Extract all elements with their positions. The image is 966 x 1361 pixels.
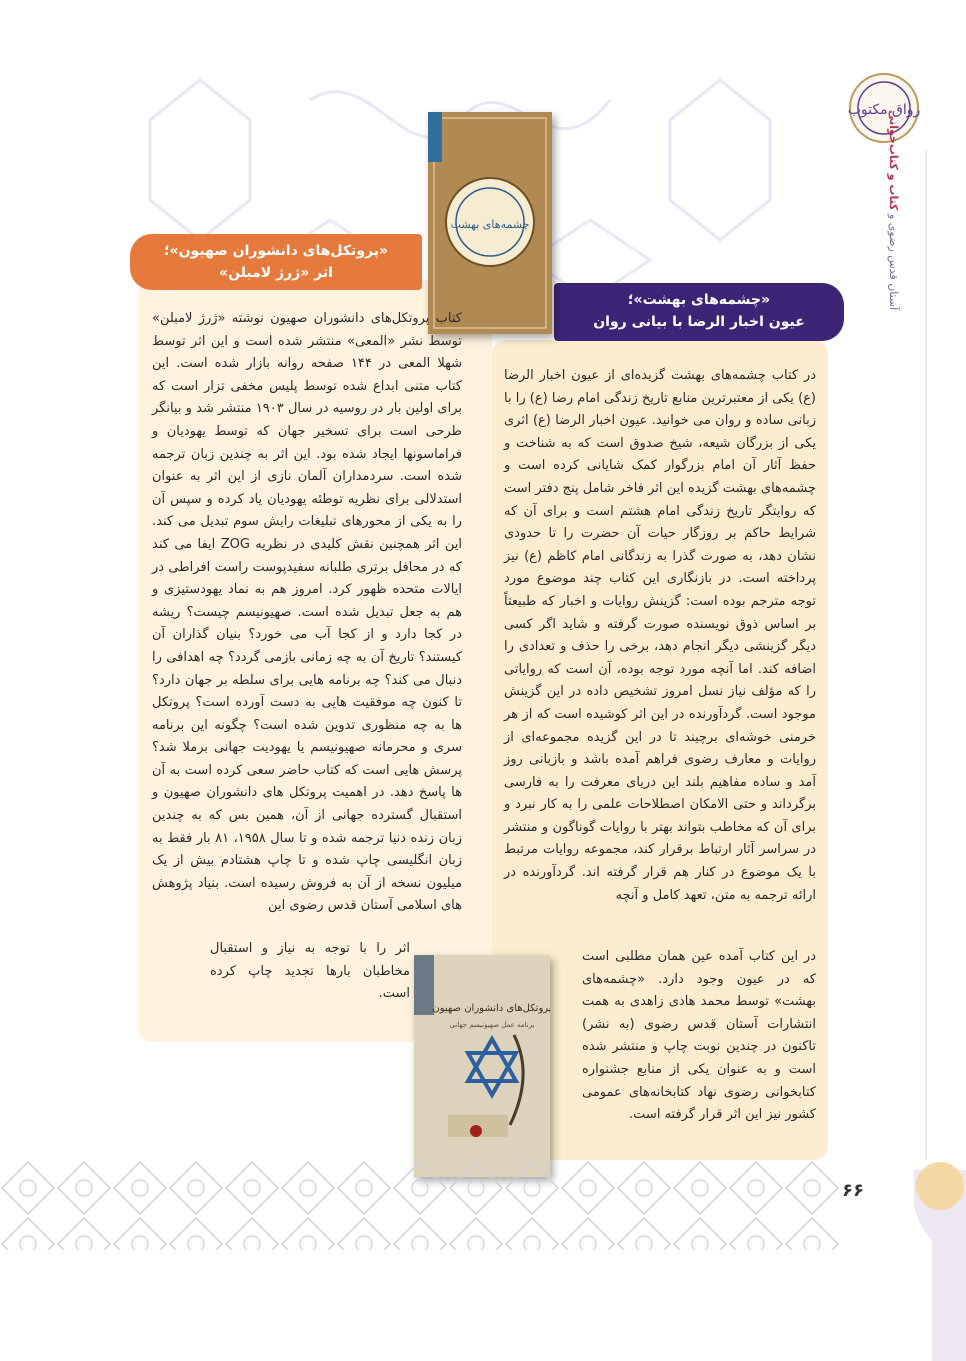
- magazine-logo-icon: [846, 70, 922, 146]
- left-article-subtitle: اثر «ژرژ لامبلن»: [219, 265, 333, 281]
- left-article-title: «پروتکل‌های دانشوران صهیون»؛: [163, 243, 389, 259]
- left-article-body: [152, 308, 462, 918]
- right-article-title: «چشمه‌های بهشت»؛: [627, 292, 771, 308]
- section-label-bold: کتاب و کتاب‌خوانی: [887, 109, 900, 211]
- left-article-paragraph: کتاب پروتکل‌های دانشوران صهیون نوشته «ژرژ لامبلن» توسط نشر «المعی» منتشر شده است و این اثر توسط شهلا المعی در ۱۴۴ صفحه روانه بازار شده است. این کتاب متنی ابداع شده توسط پلیس مخفی تزار است که برای اولین بار در روسیه در سال ۱۹۰۳ منتشر شد و بیانگر طرحی است برای تسخیر جهان که توسط یهودیان و فراماسونها ایجاد شده بود. این اثر به چندین زبان ترجمه شده است. سردمداران آلمان نازی از این اثر به عنوان استدلالی برای نظریه توطئه یهودیان یاد کرده و سپس آن را به یکی از محورهای تبلیغات رایش سوم تبدیل می کند. این اثر همچنین نقش کلیدی در نظریه ZOG ایفا می کند که در محافل برتری طلبانه سفیدپوست راست افراطی در ایالات متحده ظهور کرد. امروز هم به نماد یهودستیزی و هم به جعل تبدیل شده است. صهیونیسم چیست؟ ریشه در کجا دارد و از کجا آب می خورد؟ بنیان گذاران آن کیستند؟ تاریخ آن به چه زمانی بازمی گردد؟ چه اهدافی را دنبال می کند؟ چه برنامه هایی برای سلطه بر جهان دارد؟ تا کنون چه موفقیت هایی به دست آورده است؟ پروتکل ها به چه منظوری تدوین شده است؟ چگونه این برنامه سری و محرمانه صهیونیسم یا یهودیت جهانی برملا شد؟ پرسش هایی است که کتاب حاضر سعی کرده است به آن ها پاسخ دهد. در اهمیت پروتکل های دانشوران صهیون و استقبال گسترده جهانی از آن، همین بس که به چندین زبان زنده دنیا ترجمه شده و تا سال ۱۹۵۸، ۸۱ بار فقط به زبان انگلیسی چاپ شده و تا چاپ هشتادم بیش از یک میلیون نسخه از آن به فروش رسیده است. بنیاد پژوهش های اسلامی آستان قدس رضوی این: [152, 311, 462, 914]
- book2-title: پروتکل‌های دانشوران صهیون: [432, 1003, 550, 1014]
- page-number: ۶۶: [842, 1180, 864, 1201]
- right-article-header: [554, 283, 844, 341]
- right-article-body: [504, 365, 816, 907]
- decorative-side-band: [856, 0, 966, 1361]
- book2-subtitle: برنامه عمل صهیونیسم جهانی: [449, 1021, 535, 1029]
- right-article-paragraph: در کتاب چشمه‌های بهشت گزیده‌ای از عیون اخبار الرضا (ع) یکی از معتبرترین منابع تاریخ زندگی امام رضا (ع) را با زبانی ساده و روان می خوانید. عیون اخبار الرضا (ع) اثری یکی از بزرگان شیعه، شیخ صدوق است که به شناخت و حفظ آثار آن امام بزرگوار کمک شایانی کرده است و چشمه‌های بهشت گزیده این اثر فاخر شامل پنج دفتر است که روایتگر تاریخ زندگی امام هشتم است و برای آن که شرایط حاکم بر روزگار حیات آن حضرت را تا حدودی نشان دهد، به صورت گذرا به زندگانی امام کاظم (ع) نیز پرداخته است. در بازنگاری این کتاب چند موضوع مورد توجه مترجم بوده است: گزینش روایات و اخبار که طبیعتاً بر اساس ذوق نویسنده صورت گرفته و شاید اگر کسی دیگر گزینشی دیگر انجام دهد، برخی را حذف و تعدادی را اضافه کند. اما آنچه مورد توجه بوده، آن است که روایاتی را که مؤلف نیاز نسل امروز تشخیص داده در این گزینش موجود است. گردآورنده در این اثر کوشیده است که از هر خرمنی خوشه‌ای برچیند تا در این گزیده مجموعه‌ای از روایات و معارف رضوی فراهم آمده باشد و بازبانی روز آمد و ساده مفاهیم بلند این دریای معرفت را به فارسی برگرداند و حتی الامکان اصطلاحات علمی را به کار نبرد و برای آن که مخاطب بتواند بهتر با روایات گوناگون و منتشر در سراسر آثار ارتباط برقرار کند، مجموعه روایات مرتبط با یک موضوع در کنار هم قرار گرفته اند. گردآورنده در ارائه ترجمه به متن، تعهد کامل و آنچه: [504, 368, 816, 903]
- left-article-paragraph-tail: اثر را با توجه به نیاز و استقبال مخاطبان بارها تجدید چاپ کرده است.: [210, 941, 410, 1002]
- book-cover-art: [428, 112, 552, 334]
- book-cover-cheshmeh: [428, 112, 552, 334]
- book-cover-protocols: [414, 955, 550, 1177]
- left-article-body-tail: [210, 938, 410, 1006]
- left-article-header: [130, 234, 422, 290]
- section-label-plain: آستان قدس رضوی و: [887, 213, 900, 310]
- right-article-body-tail: [582, 946, 816, 1127]
- section-label: [887, 109, 900, 310]
- right-article-paragraph-tail: در این کتاب آمده عین همان مطلبی است که در عیون وجود دارد. «چشمه‌های بهشت» توسط محمد هادی زاهدی به همت انتشارات آستان قدس رضوی (به نشر) تاکنون در چندین نوبت چاپ و منتشر شده است و به عنوان یکی از منابع جشنواره کتابخوانی رضوی نهاد کتابخانه‌های عمومی کشور نیز این اثر قرار گرفته است.: [582, 949, 816, 1123]
- right-article-subtitle: عیون اخبار الرضا با بیانی روان: [593, 314, 805, 330]
- logo-text: رواق مکتوب: [847, 102, 921, 118]
- decorative-pattern-bottom: [0, 1160, 966, 1280]
- book-cover-art: [414, 955, 550, 1177]
- book1-title: چشمه‌های بهشت: [450, 218, 530, 231]
